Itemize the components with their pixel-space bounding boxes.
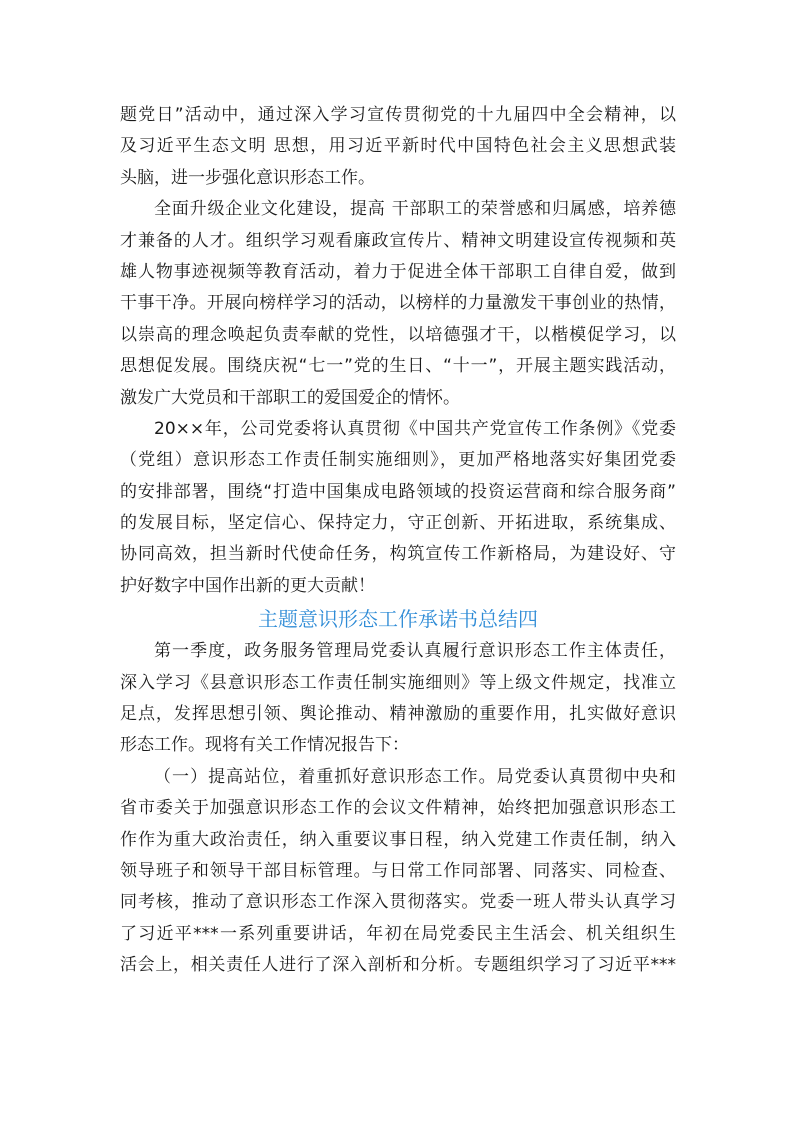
text-line: 思想促发展。围绕庆祝“七一”党的生日、“十一”，开展主题实践活动， xyxy=(120,356,676,377)
text-line: 作作为重大政治责任，纳入重要议事日程，纳入党建工作责任制，纳入 xyxy=(120,829,676,850)
text-line: 深入学习《县意识形态工作责任制实施细则》等上级文件规定，找准立 xyxy=(120,672,676,693)
text-line: 全面升级企业文化建设，提高 干部职工的荣誉感和归属感，培养德 xyxy=(154,199,676,220)
text-line: 及习近平生态文明 思想，用习近平新时代中国特色社会主义思想武装 xyxy=(120,136,676,157)
text-line: 题党日”活动中，通过深入学习宣传贯彻党的十九届四中全会精神，以 xyxy=(120,105,676,125)
text-line: 活会上，相关责任人进行了深入剖析和分析。专题组织学习了习近平*** xyxy=(120,955,676,976)
text-line: 同考核，推动了意识形态工作深入贯彻落实。党委一班人带头认真学习 xyxy=(120,892,676,913)
text-line: 干事干净。开展向榜样学习的活动，以榜样的力量激发干事创业的热情， xyxy=(120,293,676,314)
text-line: 了习近平***一系列重要讲话，年初在局党委民主生活会、机关组织生 xyxy=(120,923,676,944)
text-line: 足点，发挥思想引领、舆论推动、精神激励的重要作用，扎实做好意识 xyxy=(120,704,676,725)
text-line: 头脑，进一步强化意识形态工作。 xyxy=(120,167,375,188)
text-line: 激发广大党员和干部职工的爱国爱企的情怀。 xyxy=(120,387,460,408)
paragraph-q1 xyxy=(120,636,676,762)
text-line: 才兼备的人才。组织学习观看廉政宣传片、精神文明建设宣传视频和英 xyxy=(120,230,676,251)
text-line: 雄人物事迹视频等教育活动，着力于促进全体干部职工自律自爱，做到 xyxy=(120,261,676,282)
text-line: （党组）意识形态工作责任制实施细则》，更加严格地落实好集团党委 xyxy=(120,450,676,471)
paragraph-plan xyxy=(120,414,676,602)
text-line: 协同高效，担当新时代使命任务，构筑宣传工作新格局，为建设好、守 xyxy=(120,544,676,565)
paragraph-item-1 xyxy=(120,762,676,982)
text-line: 护好数字中国作出新的更大贡献！ xyxy=(120,575,375,596)
text-line: 省市委关于加强意识形态工作的会议文件精神，始终把加强意识形态工 xyxy=(120,798,676,819)
text-line: 形态工作。现将有关工作情况报告下： xyxy=(120,735,409,756)
text-line: 领导班子和领导干部目标管理。与日常工作同部署、同落实、同检查、 xyxy=(120,860,676,881)
document-body xyxy=(120,100,676,982)
text-line: 以崇高的理念唤起负责奉献的党性，以培德强才干，以楷模促学习，以 xyxy=(120,324,676,345)
paragraph-culture xyxy=(120,194,676,414)
text-line: 20××年，公司党委将认真贯彻《中国共产党宣传工作条例》《党委 xyxy=(154,418,676,439)
text-line: 的安排部署，围绕“打造中国集成电路领域的投资运营商和综合服务商” xyxy=(120,481,676,502)
text-line: 的发展目标，坚定信心、保持定力，守正创新、开拓进取，系统集成、 xyxy=(120,513,676,534)
paragraph-intro xyxy=(120,100,676,194)
text-line: （一）提高站位，着重抓好意识形态工作。局党委认真贯彻中央和 xyxy=(154,766,676,787)
text-line: 第一季度，政务服务管理局党委认真履行意识形态工作主体责任， xyxy=(154,641,676,662)
section-title: 主题意识形态工作承诺书总结四 xyxy=(258,607,538,632)
